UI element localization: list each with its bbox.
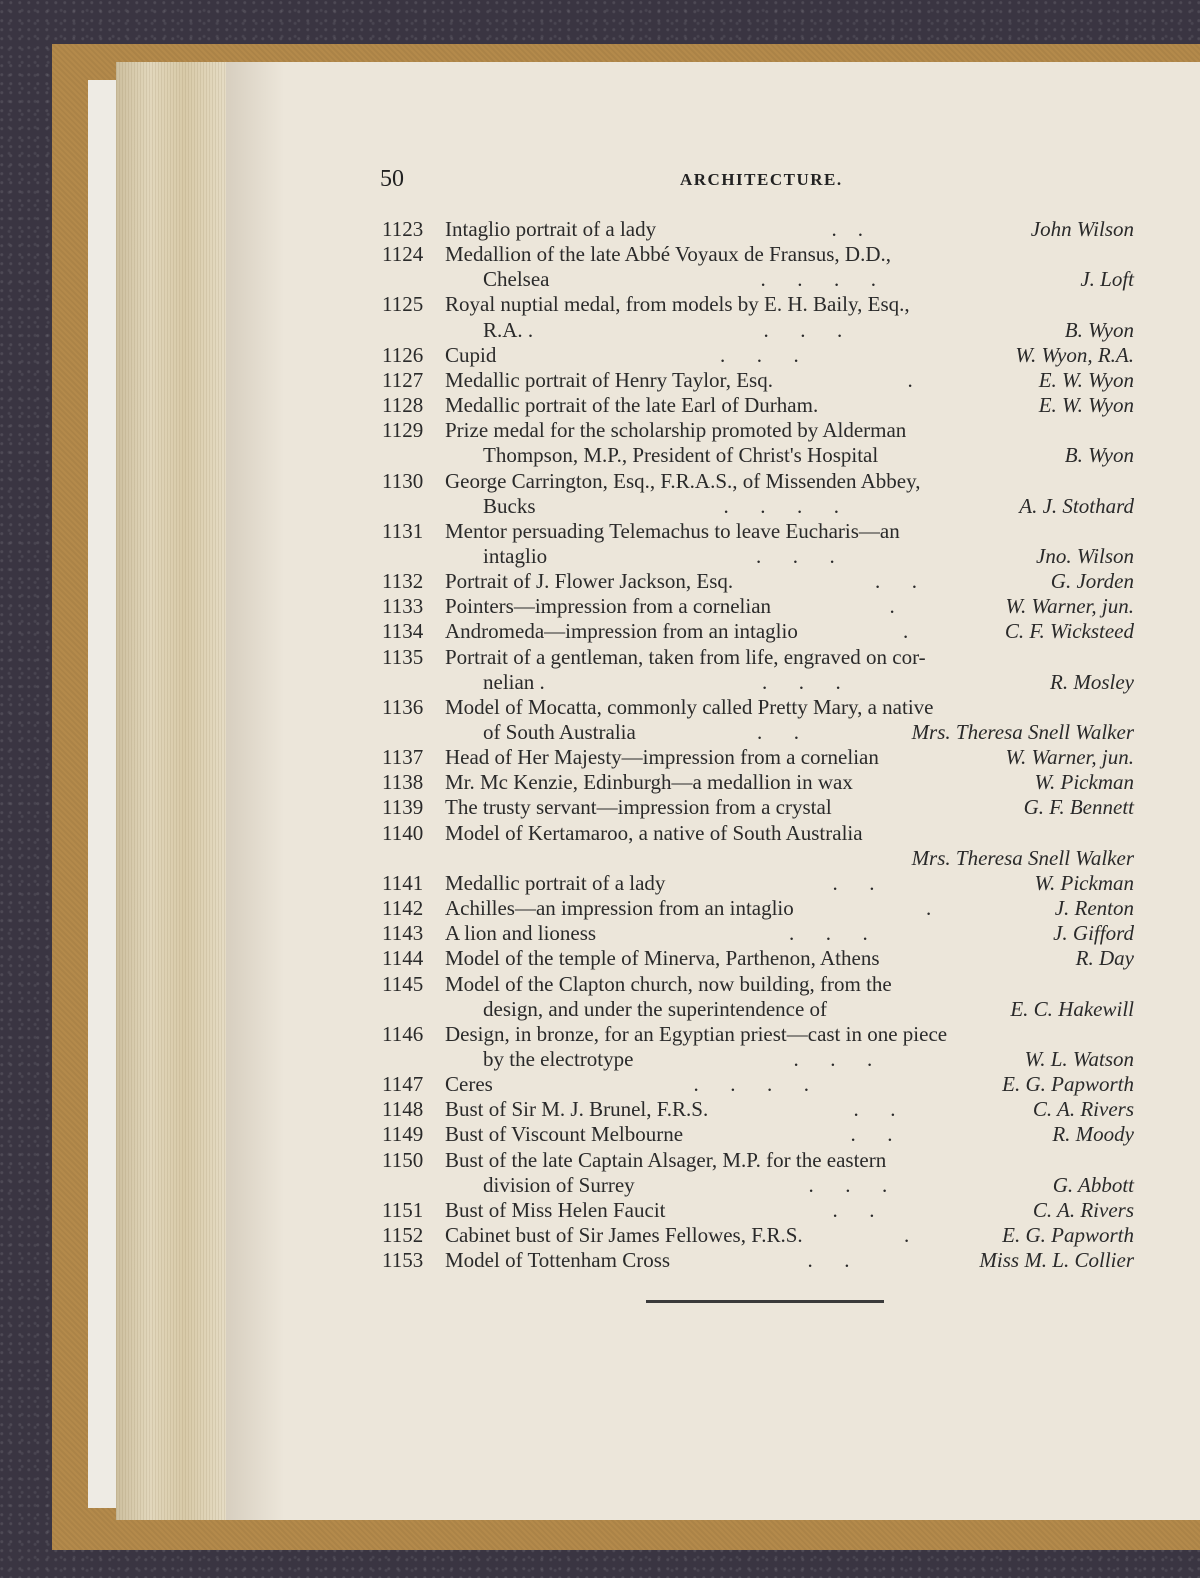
entry-number: 1138 bbox=[382, 770, 424, 795]
catalogue-line bbox=[0, 795, 1200, 820]
entry-artist: W. Warner, jun. bbox=[1005, 594, 1134, 619]
catalogue-line bbox=[0, 1072, 1200, 1097]
entry-artist: R. Day bbox=[1075, 946, 1134, 971]
entry-number: 1136 bbox=[382, 694, 424, 719]
dot-leader: . bbox=[907, 367, 913, 392]
entry-number: 1124 bbox=[382, 242, 424, 267]
closing-rule bbox=[646, 1300, 884, 1303]
catalogue-line bbox=[0, 695, 1200, 720]
entry-number: 1131 bbox=[382, 518, 424, 543]
catalogue-line bbox=[0, 846, 1200, 871]
catalogue-line bbox=[0, 821, 1200, 846]
entry-artist: R. Mosley bbox=[1050, 669, 1134, 694]
entry-number: 1148 bbox=[382, 1097, 424, 1122]
entry-artist: W. Pickman bbox=[1034, 870, 1134, 895]
entry-artist: B. Wyon bbox=[1064, 317, 1134, 342]
entry-title: Portrait of J. Flower Jackson, Esq. bbox=[445, 569, 734, 594]
catalogue-line bbox=[0, 645, 1200, 670]
catalogue-line bbox=[0, 670, 1200, 695]
entry-title: Medallic portrait of a lady bbox=[445, 870, 666, 895]
entry-title: George Carrington, Esq., F.R.A.S., of Missenden Abbey, bbox=[445, 468, 921, 493]
catalogue-line bbox=[0, 469, 1200, 494]
entry-number: 1146 bbox=[382, 1021, 424, 1046]
entry-artist: A. J. Stothard bbox=[1019, 493, 1134, 518]
entry-title: Model of Tottenham Cross bbox=[445, 1248, 671, 1273]
entry-title: Head of Her Majesty—impression from a cornelian bbox=[445, 745, 879, 770]
dot-leader: . bbox=[889, 594, 895, 619]
entry-title: Cabinet bust of Sir James Fellowes, F.R.S. bbox=[445, 1223, 803, 1247]
entry-title: Thompson, M.P., President of Christ's Hospital bbox=[483, 443, 879, 468]
dot-leader: . . bbox=[832, 1197, 875, 1222]
entry-title: Mr. Mc Kenzie, Edinburgh—a medallion in wax bbox=[445, 770, 853, 795]
entry-title: A lion and lioness bbox=[445, 921, 597, 946]
entry-title: Pointers—impression from a cornelian bbox=[445, 594, 772, 619]
entry-title: Chelsea bbox=[483, 267, 550, 292]
catalogue-line bbox=[0, 871, 1200, 896]
entry-number: 1149 bbox=[382, 1122, 424, 1147]
dot-leader: . . . . bbox=[723, 493, 839, 518]
entry-title: Model of Mocatta, commonly called Pretty Mary, a native bbox=[445, 694, 934, 719]
catalogue-line bbox=[0, 1248, 1200, 1273]
catalogue-line bbox=[0, 770, 1200, 795]
entry-number: 1133 bbox=[382, 594, 424, 619]
dot-leader: . . bbox=[807, 1248, 850, 1273]
entry-artist: E. W. Wyon bbox=[1038, 367, 1134, 392]
catalogue-line bbox=[0, 946, 1200, 971]
dot-leader: . . bbox=[832, 870, 875, 895]
entry-number: 1140 bbox=[382, 820, 424, 845]
entry-number: 1145 bbox=[382, 971, 424, 996]
entry-title: Ceres bbox=[445, 1072, 493, 1097]
entry-artist: G. Jorden bbox=[1050, 569, 1134, 594]
catalogue-line bbox=[0, 594, 1200, 619]
entry-number: 1139 bbox=[382, 795, 424, 820]
entry-artist: E. W. Wyon bbox=[1038, 393, 1134, 418]
entry-artist: E. G. Papworth bbox=[1002, 1072, 1134, 1097]
entry-number: 1129 bbox=[382, 418, 424, 443]
entry-artist: W. L. Watson bbox=[1024, 1046, 1134, 1071]
dot-leader: . . bbox=[875, 569, 917, 594]
catalogue-line bbox=[0, 1047, 1200, 1072]
entry-title: Andromeda—impression from an intaglio bbox=[445, 619, 798, 644]
entry-title: Model of the Clapton church, now building, from the bbox=[445, 971, 892, 996]
entry-artist: E. C. Hakewill bbox=[1010, 996, 1134, 1021]
entry-title: division of Surrey bbox=[483, 1172, 635, 1197]
entry-number: 1135 bbox=[382, 644, 424, 669]
catalogue-line bbox=[0, 544, 1200, 569]
entry-number: 1147 bbox=[382, 1072, 424, 1097]
entry-number: 1151 bbox=[382, 1197, 424, 1222]
dot-leader: . . . . bbox=[760, 267, 876, 292]
dot-leader: . bbox=[904, 1223, 910, 1247]
catalogue-line bbox=[0, 494, 1200, 519]
catalogue-line bbox=[0, 292, 1200, 317]
catalogue-line bbox=[0, 1173, 1200, 1198]
entry-title: Bust of Sir M. J. Brunel, F.R.S. bbox=[445, 1097, 709, 1122]
catalogue-line bbox=[0, 1122, 1200, 1147]
catalogue-line bbox=[0, 393, 1200, 418]
dot-leader: . . . bbox=[756, 543, 835, 568]
entry-number: 1126 bbox=[382, 342, 424, 367]
catalogue-line bbox=[0, 1022, 1200, 1047]
entry-title: of South Australia bbox=[483, 720, 636, 744]
dot-leader: . . . bbox=[789, 921, 868, 946]
entry-number: 1153 bbox=[382, 1248, 424, 1273]
entry-number: 1137 bbox=[382, 745, 424, 770]
dot-leader: . . bbox=[831, 217, 863, 241]
entry-title: The trusty servant—impression from a crystal bbox=[445, 795, 832, 820]
entry-number: 1150 bbox=[382, 1147, 424, 1172]
entry-title: R.A. . bbox=[483, 317, 534, 342]
entry-title: by the electrotype bbox=[483, 1046, 634, 1071]
entry-title: Royal nuptial medal, from models by E. H. Baily, Esq., bbox=[445, 292, 910, 317]
entry-artist: Mrs. Theresa Snell Walker bbox=[911, 720, 1134, 744]
catalogue-line bbox=[0, 997, 1200, 1022]
dot-leader: . . bbox=[853, 1097, 896, 1122]
entry-title: design, and under the superintendence of bbox=[483, 996, 828, 1021]
entry-title: Portrait of a gentleman, taken from life, engraved on cor- bbox=[445, 644, 926, 669]
dot-leader: . . . bbox=[793, 1046, 873, 1071]
entry-title: Bust of Viscount Melbourne bbox=[445, 1122, 684, 1147]
entry-number: 1144 bbox=[382, 946, 424, 971]
catalogue-line bbox=[0, 619, 1200, 644]
entry-title: Design, in bronze, for an Egyptian priest—cast in one piece bbox=[445, 1021, 948, 1046]
entry-number: 1127 bbox=[382, 367, 424, 392]
entry-number: 1132 bbox=[382, 569, 424, 594]
entry-artist: G. Abbott bbox=[1052, 1172, 1134, 1197]
entry-artist: Mrs. Theresa Snell Walker bbox=[911, 845, 1134, 870]
entry-artist: C. A. Rivers bbox=[1032, 1197, 1134, 1222]
entry-number: 1152 bbox=[382, 1223, 424, 1247]
entry-title: Medallic portrait of the late Earl of Durham. bbox=[445, 393, 819, 418]
entry-artist: C. F. Wicksteed bbox=[1004, 619, 1134, 644]
entry-title: Model of the temple of Minerva, Parthenon, Athens bbox=[445, 946, 880, 971]
entry-title: nelian . bbox=[483, 669, 545, 694]
entry-artist: E. G. Papworth bbox=[1002, 1223, 1134, 1247]
entry-artist: W. Warner, jun. bbox=[1005, 745, 1134, 770]
entry-number: 1123 bbox=[382, 217, 424, 241]
catalogue-line bbox=[0, 745, 1200, 770]
catalogue-line bbox=[0, 1097, 1200, 1122]
entry-artist: J. Gifford bbox=[1053, 921, 1134, 946]
entry-artist: Miss M. L. Collier bbox=[979, 1248, 1134, 1273]
entry-title: Cupid bbox=[445, 342, 497, 367]
catalogue-line bbox=[0, 443, 1200, 468]
entry-artist: B. Wyon bbox=[1064, 443, 1134, 468]
catalogue-line bbox=[0, 896, 1200, 921]
entry-artist: W. Pickman bbox=[1034, 770, 1134, 795]
catalogue-line bbox=[0, 418, 1200, 443]
entry-number: 1125 bbox=[382, 292, 424, 317]
entry-title: Achilles—an impression from an intaglio bbox=[445, 896, 794, 921]
entry-title: Prize medal for the scholarship promoted by Alderman bbox=[445, 418, 907, 443]
catalogue-line bbox=[0, 1223, 1200, 1248]
dot-leader: . bbox=[926, 896, 932, 921]
catalogue-line bbox=[0, 217, 1200, 242]
catalogue-line bbox=[0, 343, 1200, 368]
entry-artist: J. Renton bbox=[1054, 896, 1134, 921]
dot-leader: . . . bbox=[808, 1172, 888, 1197]
entry-number: 1130 bbox=[382, 468, 424, 493]
entry-artist: J. Loft bbox=[1080, 267, 1134, 292]
dot-leader: . . . bbox=[762, 669, 841, 694]
entry-number: 1143 bbox=[382, 921, 424, 946]
catalogue-line bbox=[0, 368, 1200, 393]
entry-artist: W. Wyon, R.A. bbox=[1015, 342, 1134, 367]
catalogue-line bbox=[0, 720, 1200, 745]
entry-title: Model of Kertamaroo, a native of South Australia bbox=[445, 820, 863, 845]
catalogue-line bbox=[0, 921, 1200, 946]
entry-number: 1128 bbox=[382, 393, 424, 418]
catalogue-line bbox=[0, 519, 1200, 544]
entry-number: 1142 bbox=[382, 896, 424, 921]
dot-leader: . . . bbox=[763, 317, 843, 342]
page-number: 50 bbox=[380, 166, 404, 192]
dot-leader: . bbox=[903, 619, 909, 644]
catalogue-line bbox=[0, 972, 1200, 997]
entry-artist: R. Moody bbox=[1052, 1122, 1134, 1147]
entry-title: intaglio bbox=[483, 543, 548, 568]
entry-title: Medallion of the late Abbé Voyaux de Fransus, D.D., bbox=[445, 242, 891, 267]
entry-title: Intaglio portrait of a lady bbox=[445, 217, 657, 241]
entry-artist: G. F. Bennett bbox=[1023, 795, 1134, 820]
dot-leader: . . bbox=[850, 1122, 893, 1147]
catalogue-line bbox=[0, 318, 1200, 343]
entry-artist: Jno. Wilson bbox=[1036, 543, 1134, 568]
entry-title: Mentor persuading Telemachus to leave Eucharis—an bbox=[445, 518, 900, 543]
entry-number: 1141 bbox=[382, 870, 424, 895]
entry-title: Bucks bbox=[483, 493, 536, 518]
entry-title: Bust of the late Captain Alsager, M.P. for the eastern bbox=[445, 1147, 887, 1172]
entry-title: Medallic portrait of Henry Taylor, Esq. bbox=[445, 367, 773, 392]
catalogue-line bbox=[0, 267, 1200, 292]
catalogue-line bbox=[0, 1148, 1200, 1173]
catalogue-line bbox=[0, 242, 1200, 267]
entry-title: Bust of Miss Helen Faucit bbox=[445, 1197, 666, 1222]
catalogue-line bbox=[0, 569, 1200, 594]
dot-leader: . . . bbox=[720, 342, 799, 367]
entry-artist: John Wilson bbox=[1030, 217, 1134, 241]
catalogue-line bbox=[0, 1198, 1200, 1223]
dot-leader: . . bbox=[757, 720, 799, 744]
dot-leader: . . . . bbox=[693, 1072, 809, 1097]
entry-artist: C. A. Rivers bbox=[1032, 1097, 1134, 1122]
running-head: ARCHITECTURE. bbox=[680, 170, 843, 189]
entry-number: 1134 bbox=[382, 619, 424, 644]
